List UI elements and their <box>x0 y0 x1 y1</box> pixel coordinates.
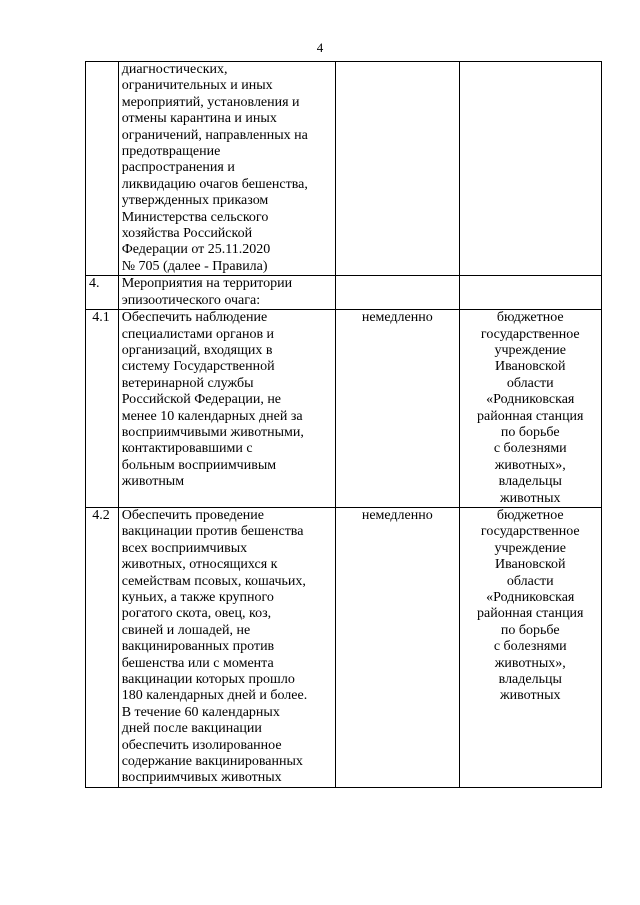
page-number: 4 <box>316 40 324 55</box>
table-row <box>86 507 602 787</box>
measure-cell: Мероприятия на территории эпизоотического очага: <box>118 276 335 310</box>
responsible-cell: бюджетное государственное учреждение Ивановской области «Родниковская районная станция по борьбе с болезнями животных», владельцы животных <box>459 310 601 508</box>
table-row <box>86 276 602 310</box>
responsible-cell <box>459 276 601 310</box>
measures-table <box>85 61 602 788</box>
responsible-cell: бюджетное государственное учреждение Ивановской области «Родниковская районная станция по борьбе с болезнями животных», владельцы животных <box>459 507 601 787</box>
measure-cell: диагностических, ограничительных и иных мероприятий, установления и отмены карантина и иных ограничений, направленных на предотвращение распространения и ликвидацию очагов бешенства, утвержденных приказом Министерства сельского хозяйства Российской Федерации от 25.11.2020 № 705 (далее - Правила) <box>118 62 335 276</box>
table-row <box>86 310 602 508</box>
measure-cell: Обеспечить проведение вакцинации против бешенства всех восприимчивых животных, относящихся к семействам псовых, кошачьих, куньих, а также крупного рогатого скота, овец, коз, свиней и лошадей, не вакцинированных против бешенства или с момента вакцинации которых прошло 180 календарных дней и более. В течение 60 календарных дней после вакцинации обеспечить изолированное содержание вакцинированных восприимчивых животных <box>118 507 335 787</box>
responsible-cell <box>459 62 601 276</box>
table-row <box>86 62 602 276</box>
row-number-cell: 4.2 <box>86 507 119 787</box>
row-number-cell: 4.1 <box>86 310 119 508</box>
deadline-cell <box>336 62 459 276</box>
deadline-cell: немедленно <box>336 310 459 508</box>
row-number-cell: 4. <box>86 276 119 310</box>
deadline-cell <box>336 276 459 310</box>
row-number-cell <box>86 62 119 276</box>
measure-cell: Обеспечить наблюдение специалистами органов и организаций, входящих в систему Государственной ветеринарной службы Российской Федерации, не менее 10 календарных дней за восприимчивыми животными, контактировавшими с больным восприимчивым животным <box>118 310 335 508</box>
deadline-cell: немедленно <box>336 507 459 787</box>
